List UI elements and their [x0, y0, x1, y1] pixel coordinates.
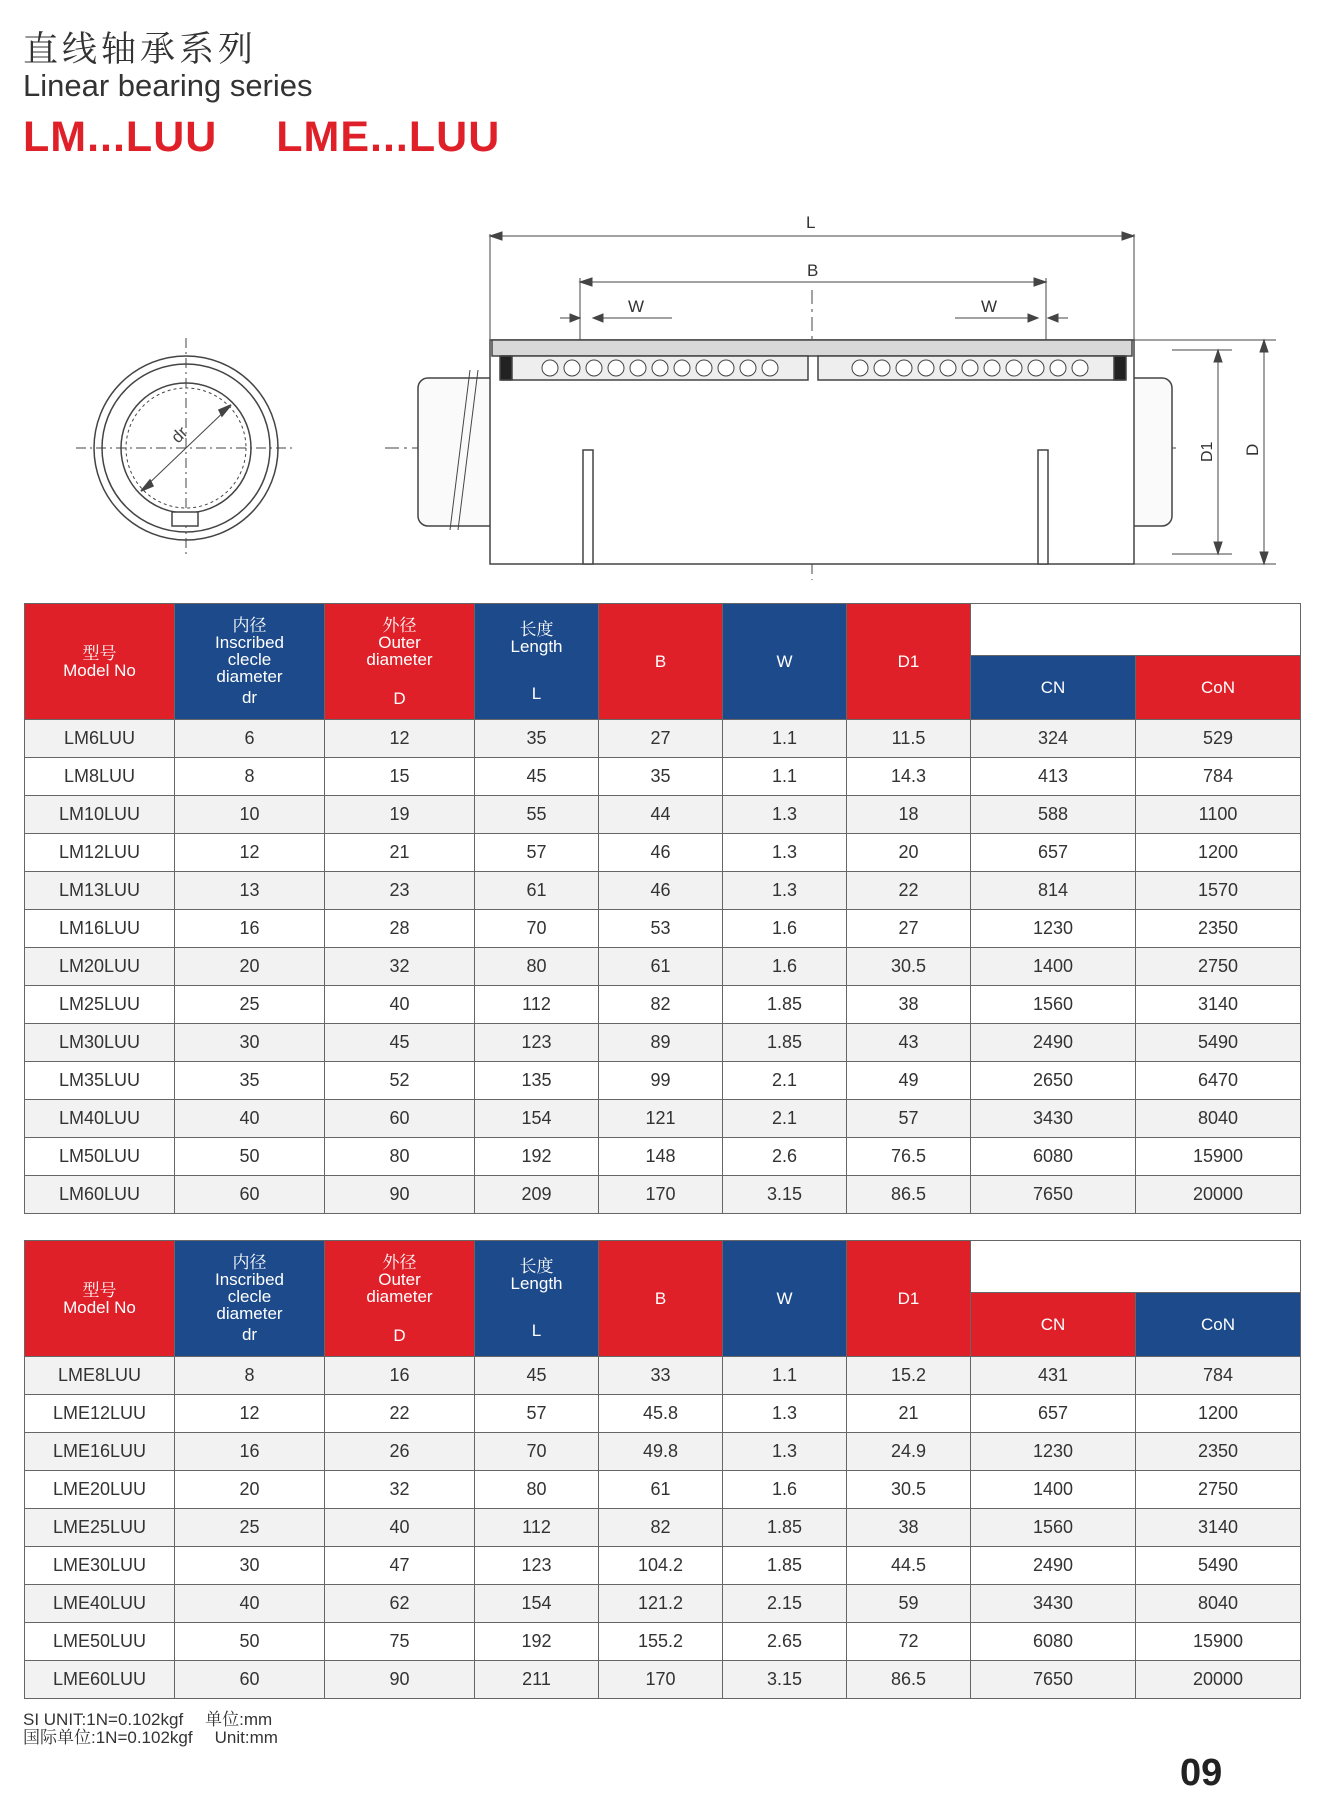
table-cell: LM25LUU	[25, 986, 175, 1024]
table-cell: 5490	[1136, 1547, 1301, 1585]
table-cell: LME16LUU	[25, 1433, 175, 1471]
table-cell: 49	[847, 1062, 971, 1100]
table-cell: 20	[175, 1471, 325, 1509]
table-cell: 21	[847, 1395, 971, 1433]
table-cell: 90	[325, 1176, 475, 1214]
table-cell: 27	[599, 720, 723, 758]
table-cell: 192	[475, 1623, 599, 1661]
table-cell: 45	[325, 1024, 475, 1062]
table-cell: 8040	[1136, 1585, 1301, 1623]
table-cell: 30.5	[847, 948, 971, 986]
table-cell: 12	[175, 834, 325, 872]
col-header-CoN: CoN	[1136, 656, 1301, 720]
table-cell: 40	[175, 1585, 325, 1623]
table-cell: 61	[599, 1471, 723, 1509]
table-cell: 75	[325, 1623, 475, 1661]
table-cell: 52	[325, 1062, 475, 1100]
table-cell: 6080	[971, 1138, 1136, 1176]
table-cell: 3.15	[723, 1176, 847, 1214]
table-cell: 2.6	[723, 1138, 847, 1176]
table-cell: 1.85	[723, 1024, 847, 1062]
col-header-inner-diameter: 内径 Inscribed clecle diameter dr	[175, 1241, 325, 1357]
table-cell: 16	[175, 910, 325, 948]
col-header-D1: D1	[847, 1241, 971, 1357]
table-cell: 2750	[1136, 1471, 1301, 1509]
spec-table-lm	[24, 603, 1301, 1214]
table-cell: 155.2	[599, 1623, 723, 1661]
col-header-W: W	[723, 604, 847, 720]
table-cell: 45	[475, 1357, 599, 1395]
table-cell: 1230	[971, 1433, 1136, 1471]
table-cell: 16	[175, 1433, 325, 1471]
table-cell: 43	[847, 1024, 971, 1062]
table-row	[25, 796, 1301, 834]
table-cell: LME30LUU	[25, 1547, 175, 1585]
table-cell: 1.3	[723, 1395, 847, 1433]
table-cell: 1.1	[723, 758, 847, 796]
table-cell: LM8LUU	[25, 758, 175, 796]
table-row	[25, 1471, 1301, 1509]
ball-row-right	[852, 360, 1088, 376]
table-cell: 40	[325, 986, 475, 1024]
table-cell: 1200	[1136, 834, 1301, 872]
table-cell: 2350	[1136, 910, 1301, 948]
table-cell: 45.8	[599, 1395, 723, 1433]
table-cell: 57	[847, 1100, 971, 1138]
table-cell: 324	[971, 720, 1136, 758]
table-row	[25, 872, 1301, 910]
col-header-outer-diameter: 外径 Outer diameter D	[325, 1241, 475, 1357]
table-cell: 55	[475, 796, 599, 834]
table-cell: 72	[847, 1623, 971, 1661]
table-cell: 1570	[1136, 872, 1301, 910]
table-cell: 529	[1136, 720, 1301, 758]
table-cell: LM50LUU	[25, 1138, 175, 1176]
table-row	[25, 834, 1301, 872]
table-cell: 1.3	[723, 1433, 847, 1471]
table-cell: 1.1	[723, 720, 847, 758]
table-cell: 70	[475, 1433, 599, 1471]
table-cell: 18	[847, 796, 971, 834]
table-cell: 8	[175, 1357, 325, 1395]
table-cell: 2.65	[723, 1623, 847, 1661]
table-cell: 3140	[1136, 1509, 1301, 1547]
table-cell: 44	[599, 796, 723, 834]
table-cell: 1560	[971, 1509, 1136, 1547]
table-cell: 60	[175, 1176, 325, 1214]
table-cell: 76.5	[847, 1138, 971, 1176]
table-cell: 8040	[1136, 1100, 1301, 1138]
table-cell: LME40LUU	[25, 1585, 175, 1623]
table-cell: 431	[971, 1357, 1136, 1395]
table-cell: 123	[475, 1024, 599, 1062]
col-header-model: 型号 Model No	[25, 1241, 175, 1357]
dr-label: dr	[167, 422, 192, 447]
end-view	[76, 338, 296, 558]
table-cell: LME12LUU	[25, 1395, 175, 1433]
table-cell: 6080	[971, 1623, 1136, 1661]
table-cell: 60	[325, 1100, 475, 1138]
table-row	[25, 1357, 1301, 1395]
table-cell: LM12LUU	[25, 834, 175, 872]
table-cell: 2.1	[723, 1062, 847, 1100]
table-cell: 170	[599, 1661, 723, 1699]
table-cell: 1.6	[723, 1471, 847, 1509]
dim-label-D1: D1	[1199, 441, 1216, 462]
table-cell: 814	[971, 872, 1136, 910]
si-unit-note: SI UNIT:1N=0.102kgf	[23, 1710, 184, 1729]
table-cell: 21	[325, 834, 475, 872]
table-cell: 46	[599, 834, 723, 872]
table-cell: 3430	[971, 1585, 1136, 1623]
table-cell: 1.85	[723, 1509, 847, 1547]
table-cell: 80	[475, 1471, 599, 1509]
table-cell: LM30LUU	[25, 1024, 175, 1062]
table-cell: 82	[599, 1509, 723, 1547]
dim-label-W-left: W	[628, 297, 645, 316]
table-cell: LM13LUU	[25, 872, 175, 910]
table-cell: 7650	[971, 1176, 1136, 1214]
col-header-model	[25, 604, 175, 720]
table-cell: 25	[175, 1509, 325, 1547]
table-cell: 62	[325, 1585, 475, 1623]
table-row	[25, 1623, 1301, 1661]
table-cell: LM10LUU	[25, 796, 175, 834]
col-header-inner-diameter: 内径 Inscribed clecle diameter dr	[175, 604, 325, 720]
table-cell: 1100	[1136, 796, 1301, 834]
table-cell: 80	[475, 948, 599, 986]
table-cell: 211	[475, 1661, 599, 1699]
table-cell: 209	[475, 1176, 599, 1214]
table-cell: 154	[475, 1100, 599, 1138]
table-cell: 5490	[1136, 1024, 1301, 1062]
col-header-model-cn: 型号	[82, 643, 117, 663]
table-cell: 45	[475, 758, 599, 796]
table-cell: 1400	[971, 1471, 1136, 1509]
table-cell: 112	[475, 1509, 599, 1547]
table-cell: LM20LUU	[25, 948, 175, 986]
table-cell: 32	[325, 1471, 475, 1509]
table-cell: 38	[847, 1509, 971, 1547]
dim-label-W-right: W	[981, 297, 998, 316]
unit-footnote	[23, 1711, 278, 1747]
table-cell: 15900	[1136, 1623, 1301, 1661]
table-cell: 12	[325, 720, 475, 758]
table-cell: LME8LUU	[25, 1357, 175, 1395]
table-row	[25, 1433, 1301, 1471]
table-cell: 20000	[1136, 1176, 1301, 1214]
table-cell: 59	[847, 1585, 971, 1623]
table-cell: 20000	[1136, 1661, 1301, 1699]
table-cell: 25	[175, 986, 325, 1024]
table-cell: 20	[175, 948, 325, 986]
table-cell: 2350	[1136, 1433, 1301, 1471]
table-cell: 11.5	[847, 720, 971, 758]
table-cell: 1.6	[723, 910, 847, 948]
table-cell: LM16LUU	[25, 910, 175, 948]
table-cell: 61	[475, 872, 599, 910]
table-cell: 22	[325, 1395, 475, 1433]
table-cell: 40	[325, 1509, 475, 1547]
table-cell: 2.15	[723, 1585, 847, 1623]
table-cell: 2.1	[723, 1100, 847, 1138]
page-title-cn: 直线轴承系列	[23, 30, 258, 70]
spec-table-lme-body	[25, 1357, 1301, 1699]
ball-row-left	[542, 360, 778, 376]
table-cell: 10	[175, 796, 325, 834]
table-cell: 1.85	[723, 1547, 847, 1585]
table-cell: 1200	[1136, 1395, 1301, 1433]
table-cell: 148	[599, 1138, 723, 1176]
table-cell: 15	[325, 758, 475, 796]
table-cell: 49.8	[599, 1433, 723, 1471]
table-cell: 104.2	[599, 1547, 723, 1585]
table-cell: 8	[175, 758, 325, 796]
table-cell: LM35LUU	[25, 1062, 175, 1100]
table-cell: 121.2	[599, 1585, 723, 1623]
table-cell: 30	[175, 1024, 325, 1062]
col-header-CoN: CoN	[1136, 1293, 1301, 1357]
table-row	[25, 1395, 1301, 1433]
table-cell: 26	[325, 1433, 475, 1471]
col-header-length: 长度 Length L	[475, 1241, 599, 1357]
table-cell: 60	[175, 1661, 325, 1699]
bearing-technical-drawing	[0, 190, 1327, 590]
table-cell: 657	[971, 834, 1136, 872]
table-row	[25, 910, 1301, 948]
table-row	[25, 720, 1301, 758]
table-cell: 784	[1136, 758, 1301, 796]
table-cell: 50	[175, 1623, 325, 1661]
table-cell: 1.1	[723, 1357, 847, 1395]
table-cell: LM60LUU	[25, 1176, 175, 1214]
table-cell: 170	[599, 1176, 723, 1214]
table-cell: 2650	[971, 1062, 1136, 1100]
table-cell: 46	[599, 872, 723, 910]
table-cell: 35	[175, 1062, 325, 1100]
table-cell: 192	[475, 1138, 599, 1176]
col-header-load-rating: 基本承载率 Basic load rating	[971, 1241, 1301, 1293]
spec-table-lme	[24, 1240, 1301, 1699]
model-series-lm: LM...LUU	[23, 113, 218, 161]
table-cell: 35	[599, 758, 723, 796]
table-cell: 80	[325, 1138, 475, 1176]
table-cell: LME50LUU	[25, 1623, 175, 1661]
table-cell: 57	[475, 834, 599, 872]
table-row	[25, 1062, 1301, 1100]
table-cell: 30	[175, 1547, 325, 1585]
col-header-W: W	[723, 1241, 847, 1357]
unit-note-en: Unit:mm	[214, 1728, 278, 1747]
table-row	[25, 1138, 1301, 1176]
table-cell: 90	[325, 1661, 475, 1699]
col-header-B: B	[599, 1241, 723, 1357]
table-cell: 1.3	[723, 834, 847, 872]
model-series-title	[23, 113, 500, 162]
table-cell: 86.5	[847, 1661, 971, 1699]
table-cell: LME60LUU	[25, 1661, 175, 1699]
unit-note-cn: 单位:mm	[205, 1710, 273, 1729]
table-row	[25, 1585, 1301, 1623]
table-cell: 6470	[1136, 1062, 1301, 1100]
table-row	[25, 1509, 1301, 1547]
table-cell: 1.6	[723, 948, 847, 986]
table-cell: 1.3	[723, 872, 847, 910]
table-cell: LME25LUU	[25, 1509, 175, 1547]
table-cell: 2750	[1136, 948, 1301, 986]
dim-label-L: L	[806, 213, 816, 232]
side-view	[385, 290, 1176, 580]
model-series-lme: LME...LUU	[276, 113, 501, 161]
table-cell: 588	[971, 796, 1136, 834]
table-cell: 6	[175, 720, 325, 758]
table-row	[25, 1100, 1301, 1138]
page-number: 09	[1180, 1752, 1223, 1794]
table-row	[25, 986, 1301, 1024]
table-cell: 33	[599, 1357, 723, 1395]
table-cell: 7650	[971, 1661, 1136, 1699]
table-cell: 2490	[971, 1024, 1136, 1062]
dim-label-D: D	[1243, 443, 1262, 456]
table-cell: 3.15	[723, 1661, 847, 1699]
table-cell: 784	[1136, 1357, 1301, 1395]
table-cell: 44.5	[847, 1547, 971, 1585]
col-header-model-en: Model No	[63, 660, 136, 680]
table-cell: 3140	[1136, 986, 1301, 1024]
spec-table-lm-body	[25, 720, 1301, 1214]
table-cell: 1.85	[723, 986, 847, 1024]
table-cell: 50	[175, 1138, 325, 1176]
table-cell: LM40LUU	[25, 1100, 175, 1138]
table-row	[25, 948, 1301, 986]
table-cell: 89	[599, 1024, 723, 1062]
table-cell: 13	[175, 872, 325, 910]
table-cell: 53	[599, 910, 723, 948]
col-header-outer-diameter: 外径 Outer diameter D	[325, 604, 475, 720]
table-row	[25, 758, 1301, 796]
table-cell: 121	[599, 1100, 723, 1138]
table-cell: 135	[475, 1062, 599, 1100]
table-cell: 16	[325, 1357, 475, 1395]
col-header-length: 长度 Length L	[475, 604, 599, 720]
table-cell: 19	[325, 796, 475, 834]
table-cell: 99	[599, 1062, 723, 1100]
table-cell: 413	[971, 758, 1136, 796]
table-cell: 14.3	[847, 758, 971, 796]
table-row	[25, 1547, 1301, 1585]
table-cell: 112	[475, 986, 599, 1024]
table-cell: 47	[325, 1547, 475, 1585]
table-cell: 2490	[971, 1547, 1136, 1585]
table-cell: 123	[475, 1547, 599, 1585]
table-cell: 20	[847, 834, 971, 872]
table-cell: 1230	[971, 910, 1136, 948]
dim-label-B: B	[807, 261, 819, 280]
table-cell: 27	[847, 910, 971, 948]
table-row	[25, 1176, 1301, 1214]
col-header-load-rating: 基本承载率 Basic load rating	[971, 604, 1301, 656]
table-cell: 657	[971, 1395, 1136, 1433]
table-cell: 3430	[971, 1100, 1136, 1138]
table-cell: 32	[325, 948, 475, 986]
table-cell: 15900	[1136, 1138, 1301, 1176]
col-header-D1: D1	[847, 604, 971, 720]
table-cell: 1560	[971, 986, 1136, 1024]
table-cell: 35	[475, 720, 599, 758]
table-cell: LM6LUU	[25, 720, 175, 758]
table-cell: 12	[175, 1395, 325, 1433]
table-cell: 86.5	[847, 1176, 971, 1214]
col-header-CN: CN	[971, 656, 1136, 720]
table-cell: 38	[847, 986, 971, 1024]
table-cell: 15.2	[847, 1357, 971, 1395]
table-row	[25, 1024, 1301, 1062]
table-cell: 1.3	[723, 796, 847, 834]
table-cell: 40	[175, 1100, 325, 1138]
table-cell: 57	[475, 1395, 599, 1433]
col-header-CN: CN	[971, 1293, 1136, 1357]
table-cell: 30.5	[847, 1471, 971, 1509]
intl-unit-note: 国际单位:1N=0.102kgf	[23, 1728, 193, 1747]
table-cell: 61	[599, 948, 723, 986]
table-cell: 82	[599, 986, 723, 1024]
page-title-en: Linear bearing series	[23, 68, 313, 103]
table-cell: 23	[325, 872, 475, 910]
table-cell: LME20LUU	[25, 1471, 175, 1509]
table-cell: 22	[847, 872, 971, 910]
table-cell: 28	[325, 910, 475, 948]
table-cell: 1400	[971, 948, 1136, 986]
table-cell: 70	[475, 910, 599, 948]
col-header-B: B	[599, 604, 723, 720]
table-cell: 24.9	[847, 1433, 971, 1471]
table-row	[25, 1661, 1301, 1699]
table-cell: 154	[475, 1585, 599, 1623]
